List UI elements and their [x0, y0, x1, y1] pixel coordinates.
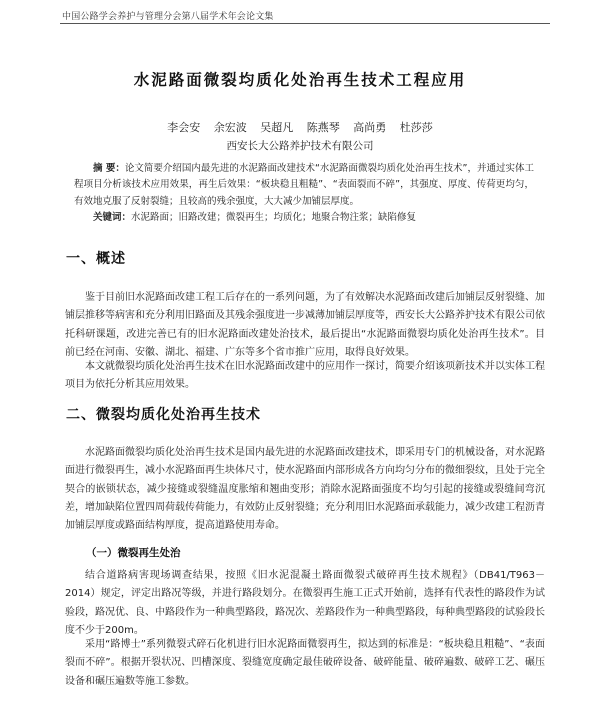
abstract-text: 论文简要介绍国内最先进的水泥路面改建技术“水泥路面微裂均质化处治再生技术”，并通过实体工程项目分析该技术应用效果，再生后效果：“板块稳且粗糙”、“表面裂而不碎”，其强度、厚度、传荷更均匀，有效地克服了反射裂缝；且较高的残余强度，大大减少加铺层厚度。 — [74, 163, 534, 207]
paragraph: 本文就微裂均质化处治再生技术在旧水泥路面改建中的应用作一探讨，简要介绍该项新技术并以实体工程项目为依托分析其应用效果。 — [65, 361, 545, 391]
affiliation: 西安长大公路养护技术有限公司 — [226, 140, 374, 152]
header-rule — [60, 23, 550, 24]
authors: 李会安 余宏波 吴超凡 陈燕琴 高尚勇 杜莎莎 — [167, 121, 433, 134]
paragraph: 结合道路病害现场调查结果，按照《旧水泥混凝土路面微裂式破碎再生技术规程》（DB41/T963－2014）规定，评定出路况等级，并进行路段划分。在微裂再生施工正式开始前，选择有代表性的路段作为试验段，路况优、良、中路段作为一种典型路段，路况次、差路段作为一种典型路段，每种典型路段的试验段长度不少于200m。 — [65, 570, 545, 636]
paragraph: 水泥路面微裂均质化处治再生技术是国内最先进的水泥路面改建技术，即采用专门的机械设备，对水泥路面进行微裂再生，减小水泥路面再生块体尺寸，使水泥路面内部形成各方向均匀分布的微细裂纹，且处于完全契合的嵌锁状态，减少接缝或裂缝温度胀缩和翘曲变形；消除水泥路面强度不均匀引起的接缝或裂缝间弯沉差，增加缺陷位置四周荷载传荷能力，有效防止反射裂缝；充分利用旧水泥路面承载能力，减少改建工程沥青加铺层厚度或路面结构厚度，提高道路使用寿命。 — [65, 447, 545, 532]
keywords — [74, 210, 534, 226]
paper-title: 水泥路面微裂均质化处治再生技术工程应用 — [133, 70, 467, 89]
paragraph: 鉴于目前旧水泥路面改建工程工后存在的一系列问题，为了有效解决水泥路面改建后加铺层反射裂缝、加铺层推移等病害和充分利用旧路面及其残余强度进一步减薄加铺层厚度等，西安长大公路养护技术有限公司依托科研课题，改进完善已有的旧水泥路面改建处治技术，最后提出“水泥路面微裂均质化处治再生技术”。目前已经在河南、安徽、湖北、福建、广东等多个省市推广应用，取得良好效果。 — [65, 292, 545, 358]
section-heading-overview: 一、概述 — [66, 251, 126, 267]
abstract — [74, 161, 534, 210]
section-heading-technology: 二、微裂均质化处治再生技术 — [66, 407, 261, 423]
keywords-label: 关键词： — [93, 212, 132, 223]
keywords-text: 水泥路面；旧路改建；微裂再生；均质化；地聚合物注浆；缺陷修复 — [131, 212, 417, 223]
paragraph: 采用“路博士”系列微裂式碎石化机进行旧水泥路面微裂再生，拟达到的标准是：“板块稳且粗糙”、“表面裂而不碎”。根据开裂状况、凹槽深度、裂缝宽度确定最佳破碎设备、破碎能量、破碎遍数、破碎工艺、碾压设备和碾压遍数等施工参数。 — [65, 639, 545, 687]
abstract-label: 摘 要： — [93, 163, 125, 174]
subsection-heading: （一）微裂再生处治 — [86, 547, 181, 559]
running-head: 中国公路学会养护与管理分会第八届学术年会论文集 — [62, 12, 274, 22]
